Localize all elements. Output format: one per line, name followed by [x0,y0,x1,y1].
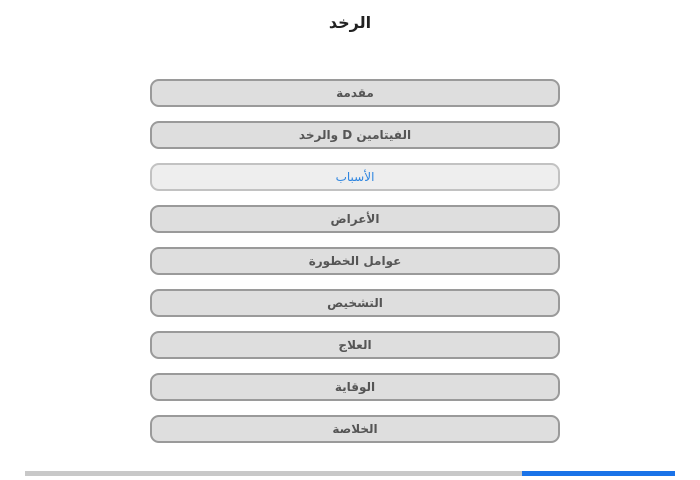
menu-item-summary[interactable]: الخلاصة [150,415,560,443]
menu-item-symptoms[interactable]: الأعراض [150,205,560,233]
menu-item-treatment[interactable]: العلاج [150,331,560,359]
menu-item-introduction[interactable]: مقدمة [150,79,560,107]
progress-bar [25,471,675,476]
menu-item-vitamin-d[interactable]: الفيتامين D والرخد [150,121,560,149]
menu-item-risk-factors[interactable]: عوامل الخطورة [150,247,560,275]
menu-item-diagnosis[interactable]: التشخيص [150,289,560,317]
topic-menu [150,79,560,457]
menu-item-causes[interactable]: الأسباب [150,163,560,191]
progress-bar-fill [522,471,675,476]
menu-item-prevention[interactable]: الوقاية [150,373,560,401]
page-title: الرخد [328,13,372,32]
